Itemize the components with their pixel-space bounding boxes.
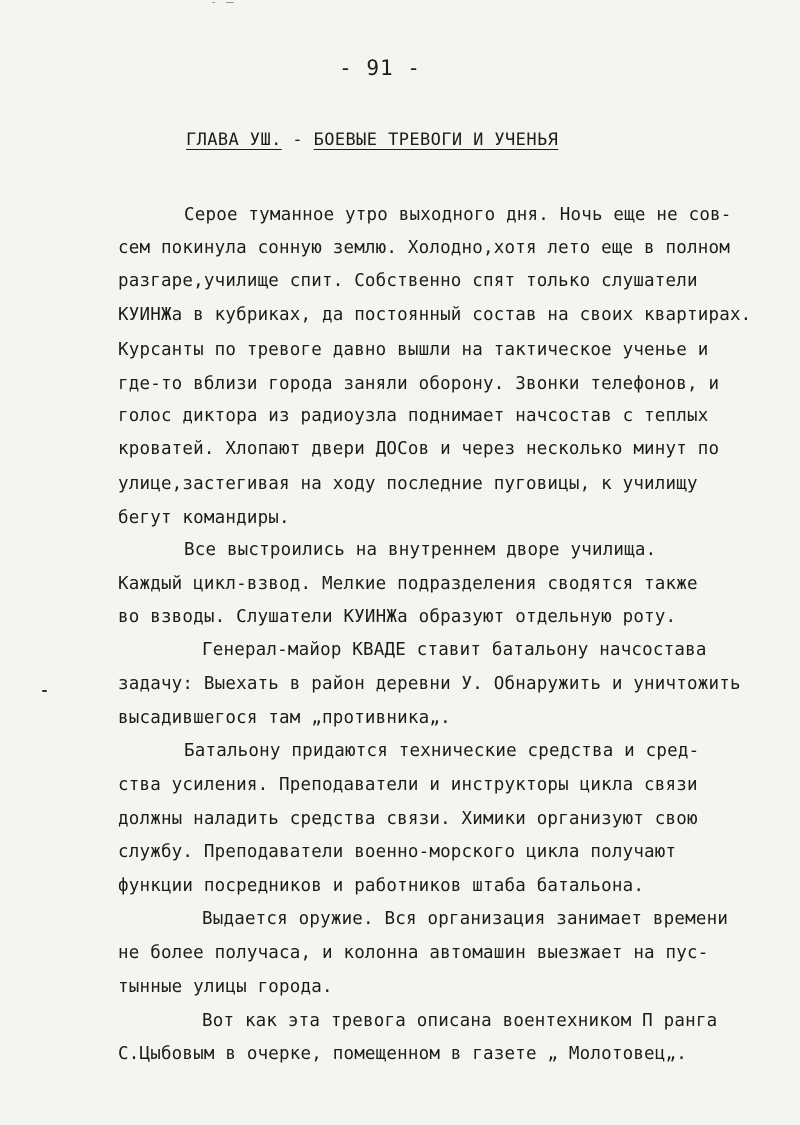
text-line: Все выстроились на внутреннем дворе училища.: [184, 540, 657, 560]
text-line: Серое туманное утро выходного дня. Ночь еще не сов-: [184, 205, 732, 225]
text-line: улице,застегивая на ходу последние пуговицы, к училищу: [118, 474, 698, 494]
text-line: Каждый цикл-взвод. Мелкие подразделения сводятся также: [118, 574, 698, 594]
text-line: высадившегося там „противника„.: [118, 708, 451, 728]
chapter-label: ГЛАВА УШ.: [186, 130, 282, 150]
text-line: тынные улицы города.: [118, 977, 333, 997]
text-line: Выдается оружие. Вся организация занимает времени: [202, 909, 729, 929]
text-line: Батальону придаются технические средства и сред-: [184, 741, 700, 761]
text-line: Вот как эта тревога описана воентехником П ранга: [202, 1011, 718, 1031]
text-line: кроватей. Хлопают двери ДОСов и через несколько минут по: [118, 439, 720, 459]
text-line: задачу: Выехать в район деревни У. Обнаружить и уничтожить: [118, 674, 741, 694]
text-line: бегут командиры.: [118, 508, 290, 528]
text-line: Курсанты по тревоге давно вышли на тактическое ученье и: [118, 340, 709, 360]
text-line: сем покинула сонную землю. Холодно,хотя лето еще в полном: [118, 238, 730, 258]
page-number: - 91 -: [339, 56, 421, 80]
text-line: службу. Преподаватели военно-морского цикла получают: [118, 842, 677, 862]
chapter-heading: [186, 130, 558, 150]
text-line: Генерал-майор КВАДЕ ставит батальону начсостава: [202, 640, 707, 660]
margin-speck: [42, 690, 47, 692]
margin-speck: [212, 2, 215, 3]
text-line: КУИНЖа в кубриках, да постоянный состав на своих квартирах.: [118, 305, 752, 325]
text-line: голос диктора из радиоузла поднимает начсостав с теплых: [118, 406, 709, 426]
chapter-dash: -: [281, 130, 314, 150]
margin-speck: [226, 2, 234, 3]
text-line: разгаре,училище спит. Собственно спят только слушатели: [118, 271, 698, 291]
text-line: во взводы. Слушатели КУИНЖа образуют отдельную роту.: [118, 607, 677, 627]
text-line: С.Цыбовым в очерке, помещенном в газете „ Молотовец„.: [118, 1044, 688, 1064]
text-line: где-то вблизи города заняли оборону. Звонки телефонов, и: [118, 374, 720, 394]
text-line: ства усиления. Преподаватели и инструкторы цикла связи: [118, 775, 698, 795]
chapter-title: БОЕВЫЕ ТРЕВОГИ И УЧЕНЬЯ: [313, 130, 559, 150]
text-line: не более получаса, и колонна автомашин выезжает на пус-: [118, 943, 709, 963]
text-line: должны наладить средства связи. Химики организуют свою: [118, 809, 698, 829]
text-line: функции посредников и работников штаба батальона.: [118, 876, 645, 896]
